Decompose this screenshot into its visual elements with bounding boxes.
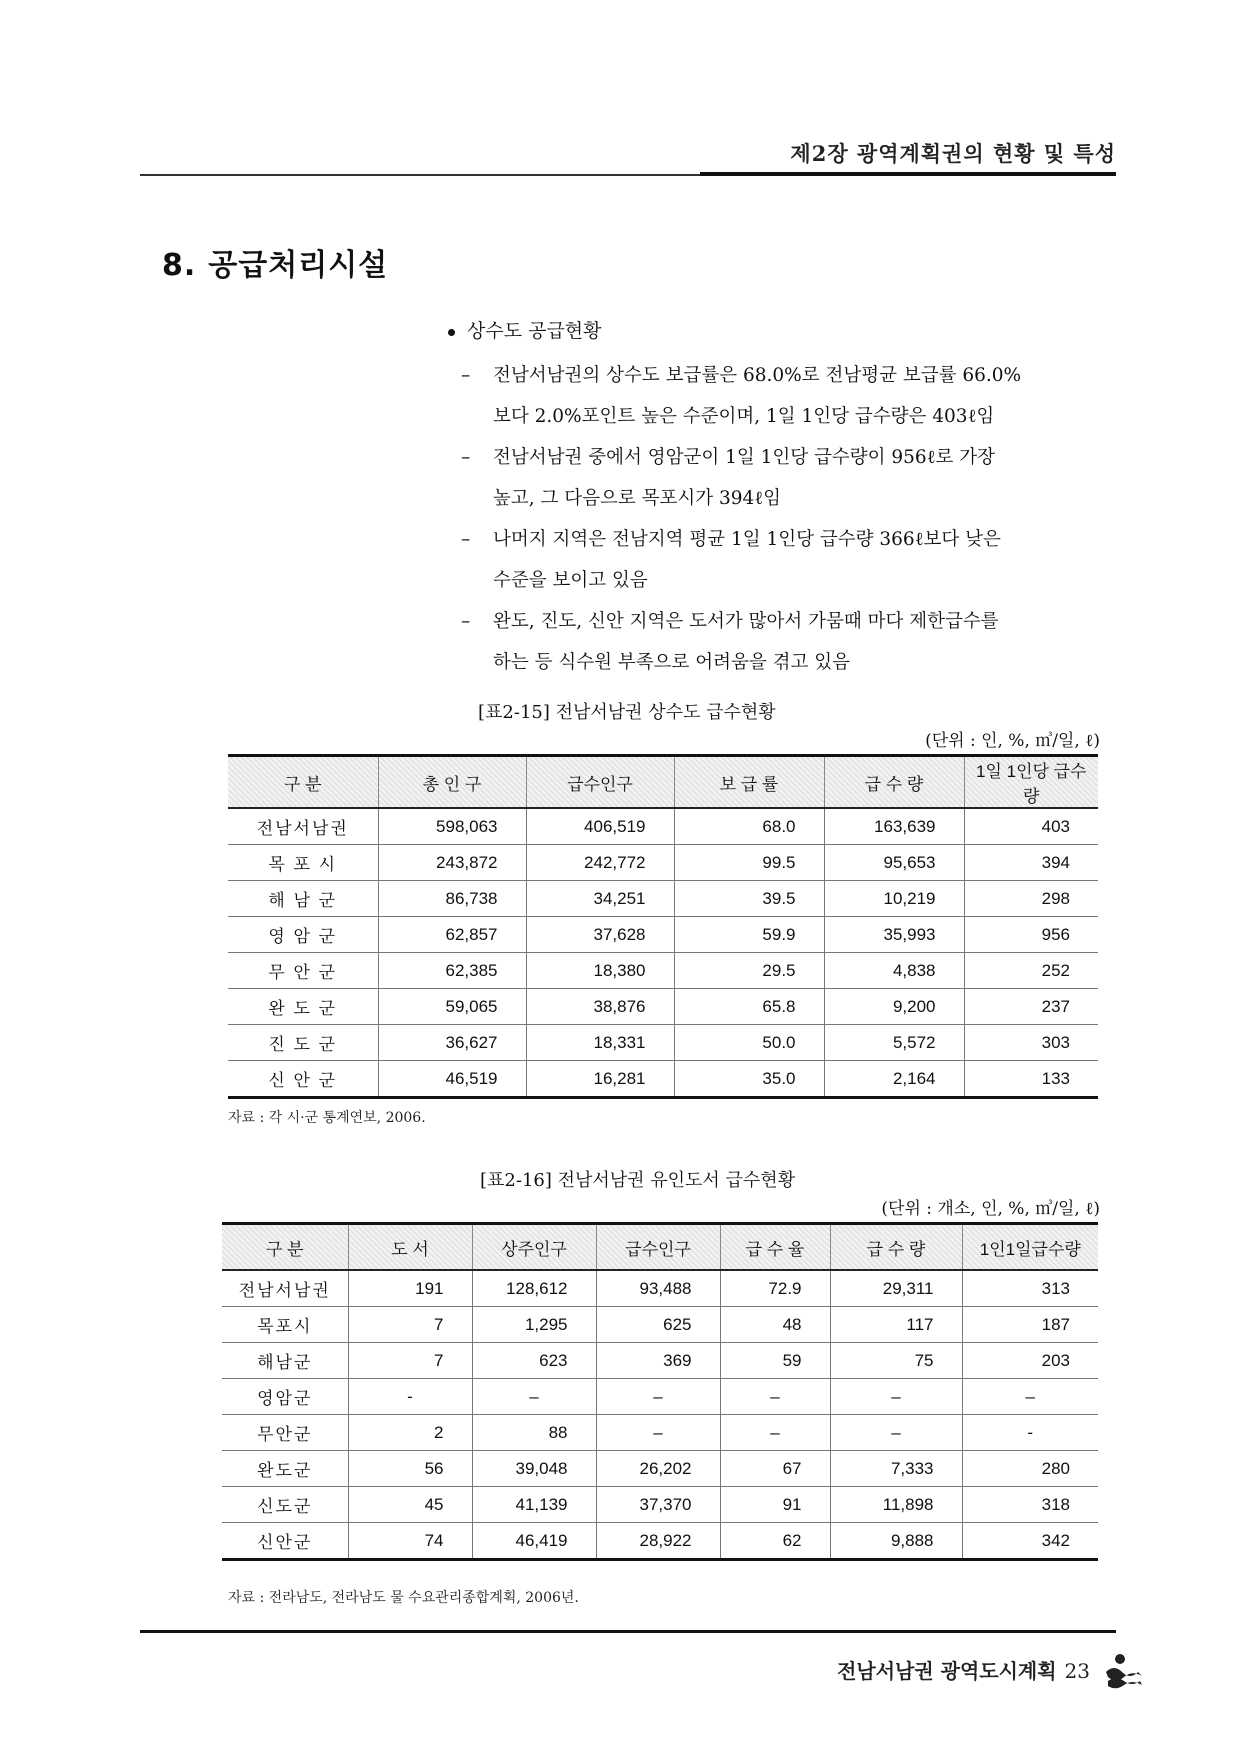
cell-supply-volume: – (830, 1379, 962, 1415)
cell-resident-population: 39,048 (472, 1451, 596, 1487)
cell-total-population: 86,738 (378, 881, 526, 917)
cell-coverage-rate: 50.0 (674, 1025, 824, 1061)
cell-region: 해 남 군 (228, 881, 378, 917)
cell-supply-rate: 67 (720, 1451, 830, 1487)
table-header-row (228, 756, 1098, 809)
cell-total-population: 62,857 (378, 917, 526, 953)
cell-per-capita-supply: 313 (962, 1270, 1098, 1307)
table-row (228, 1025, 1098, 1061)
cell-served-population: 625 (596, 1307, 720, 1343)
table-row (228, 1061, 1098, 1098)
cell-per-capita-supply: – (962, 1379, 1098, 1415)
cell-total-population: 243,872 (378, 845, 526, 881)
cell-per-capita-supply: - (962, 1415, 1098, 1451)
table-header-row (222, 1224, 1098, 1271)
cell-supply-volume: 9,888 (830, 1523, 962, 1560)
body-line: – 전남서남권 중에서 영암군이 1일 1인당 급수량이 956ℓ로 가장 (463, 437, 1113, 478)
table-row (222, 1451, 1098, 1487)
cell-coverage-rate: 35.0 (674, 1061, 824, 1098)
cell-supply-volume: 5,572 (824, 1025, 964, 1061)
column-header-region: 구 분 (228, 756, 378, 809)
column-header-served-population: 급수인구 (596, 1224, 720, 1271)
wave-logo-icon (1104, 1650, 1144, 1690)
cell-supply-volume: 75 (830, 1343, 962, 1379)
cell-region: 완 도 군 (228, 989, 378, 1025)
cell-per-capita-supply: 237 (964, 989, 1098, 1025)
body-line: 높고, 그 다음으로 목포시가 394ℓ임 (493, 488, 782, 509)
cell-served-population: 38,876 (526, 989, 674, 1025)
cell-served-population: 242,772 (526, 845, 674, 881)
table-row (228, 808, 1098, 845)
cell-served-population: 34,251 (526, 881, 674, 917)
cell-served-population: 16,281 (526, 1061, 674, 1098)
cell-resident-population: 1,295 (472, 1307, 596, 1343)
cell-coverage-rate: 99.5 (674, 845, 824, 881)
cell-region: 진 도 군 (228, 1025, 378, 1061)
cell-coverage-rate: 65.8 (674, 989, 824, 1025)
section-number: 8. (162, 248, 197, 283)
cell-islands: 74 (348, 1523, 472, 1560)
cell-resident-population: – (472, 1379, 596, 1415)
cell-supply-volume: 10,219 (824, 881, 964, 917)
cell-served-population: 26,202 (596, 1451, 720, 1487)
cell-per-capita-supply: 394 (964, 845, 1098, 881)
cell-region: 신안군 (222, 1523, 348, 1560)
cell-served-population: – (596, 1415, 720, 1451)
footer (837, 1655, 1090, 1684)
table-row (228, 953, 1098, 989)
cell-region: 영암군 (222, 1379, 348, 1415)
cell-supply-volume: 95,653 (824, 845, 964, 881)
cell-per-capita-supply: 403 (964, 808, 1098, 845)
table2-source: 자료 : 전라남도, 전라남도 물 수요관리종합계획, 2006년. (228, 1590, 579, 1606)
cell-supply-volume: 7,333 (830, 1451, 962, 1487)
cell-served-population: 406,519 (526, 808, 674, 845)
cell-served-population: 37,370 (596, 1487, 720, 1523)
cell-supply-rate: – (720, 1379, 830, 1415)
cell-total-population: 62,385 (378, 953, 526, 989)
cell-islands: 7 (348, 1307, 472, 1343)
column-header-per-capita-supply: 1인1일급수량 (962, 1224, 1098, 1271)
cell-served-population: – (596, 1379, 720, 1415)
cell-islands: 7 (348, 1343, 472, 1379)
cell-region: 영 암 군 (228, 917, 378, 953)
bullet-heading (448, 316, 602, 343)
cell-per-capita-supply: 303 (964, 1025, 1098, 1061)
column-header-supply-rate: 급 수 율 (720, 1224, 830, 1271)
cell-region: 목 포 시 (228, 845, 378, 881)
footer-rule (140, 1630, 1116, 1633)
cell-resident-population: 46,419 (472, 1523, 596, 1560)
cell-resident-population: 128,612 (472, 1270, 596, 1307)
cell-per-capita-supply: 203 (962, 1343, 1098, 1379)
cell-served-population: 18,331 (526, 1025, 674, 1061)
cell-total-population: 36,627 (378, 1025, 526, 1061)
table-row (222, 1415, 1098, 1451)
cell-supply-volume: 117 (830, 1307, 962, 1343)
cell-per-capita-supply: 318 (962, 1487, 1098, 1523)
section-title-text: 공급처리시설 (208, 248, 389, 283)
body-line: 보다 2.0%포인트 높은 수준이며, 1일 1인당 급수량은 403ℓ임 (493, 406, 995, 427)
cell-islands: - (348, 1379, 472, 1415)
body-text (463, 355, 1113, 683)
cell-per-capita-supply: 956 (964, 917, 1098, 953)
cell-served-population: 93,488 (596, 1270, 720, 1307)
cell-coverage-rate: 39.5 (674, 881, 824, 917)
column-header-region: 구 분 (222, 1224, 348, 1271)
column-header-total-population: 총 인 구 (378, 756, 526, 809)
chapter-header: 제2장 광역계획권의 현황 및 특성 (790, 141, 1116, 166)
cell-served-population: 369 (596, 1343, 720, 1379)
body-line: 하는 등 식수원 부족으로 어려움을 겪고 있음 (493, 652, 850, 673)
cell-region: 목포시 (222, 1307, 348, 1343)
cell-region: 전남서남권 (228, 808, 378, 845)
cell-supply-rate: 72.9 (720, 1270, 830, 1307)
cell-served-population: 37,628 (526, 917, 674, 953)
cell-region: 완도군 (222, 1451, 348, 1487)
cell-region: 무안군 (222, 1415, 348, 1451)
cell-islands: 45 (348, 1487, 472, 1523)
cell-served-population: 18,380 (526, 953, 674, 989)
cell-total-population: 46,519 (378, 1061, 526, 1098)
header-rule-accent (700, 172, 1116, 176)
cell-supply-volume: 35,993 (824, 917, 964, 953)
cell-resident-population: 623 (472, 1343, 596, 1379)
table-row (222, 1379, 1098, 1415)
table-row (222, 1487, 1098, 1523)
cell-total-population: 59,065 (378, 989, 526, 1025)
table1-unit: (단위 : 인, %, ㎥/일, ℓ) (925, 731, 1100, 751)
water-supply-table (228, 754, 1098, 1099)
cell-per-capita-supply: 252 (964, 953, 1098, 989)
cell-supply-rate: 62 (720, 1523, 830, 1560)
column-header-islands: 도 서 (348, 1224, 472, 1271)
cell-per-capita-supply: 187 (962, 1307, 1098, 1343)
cell-per-capita-supply: 298 (964, 881, 1098, 917)
table-row (228, 881, 1098, 917)
table2-unit: (단위 : 개소, 인, %, ㎥/일, ℓ) (881, 1199, 1100, 1219)
table-row (222, 1307, 1098, 1343)
cell-per-capita-supply: 342 (962, 1523, 1098, 1560)
table-row (222, 1523, 1098, 1560)
column-header-per-capita-supply: 1일 1인당 급수량 (964, 756, 1098, 809)
cell-coverage-rate: 68.0 (674, 808, 824, 845)
table-row (228, 917, 1098, 953)
cell-coverage-rate: 29.5 (674, 953, 824, 989)
cell-region: 신 안 군 (228, 1061, 378, 1098)
table1-source: 자료 : 각 시·군 통계연보, 2006. (228, 1110, 426, 1126)
cell-islands: 2 (348, 1415, 472, 1451)
cell-region: 신도군 (222, 1487, 348, 1523)
table-row (228, 845, 1098, 881)
page-number: 23 (1064, 1659, 1090, 1683)
cell-supply-rate: 48 (720, 1307, 830, 1343)
column-header-coverage-rate: 보 급 률 (674, 756, 824, 809)
island-water-supply-table (222, 1222, 1098, 1561)
cell-supply-rate: 59 (720, 1343, 830, 1379)
cell-coverage-rate: 59.9 (674, 917, 824, 953)
cell-per-capita-supply: 280 (962, 1451, 1098, 1487)
cell-total-population: 598,063 (378, 808, 526, 845)
cell-islands: 191 (348, 1270, 472, 1307)
column-header-supply-volume: 급 수 량 (824, 756, 964, 809)
body-line: – 완도, 진도, 신안 지역은 도서가 많아서 가뭄때 마다 제한급수를 (463, 601, 1113, 642)
column-header-resident-population: 상주인구 (472, 1224, 596, 1271)
cell-region: 해남군 (222, 1343, 348, 1379)
body-line: – 전남서남권의 상수도 보급률은 68.0%로 전남평균 보급률 66.0% (463, 355, 1113, 396)
bullet-heading-text: 상수도 공급현황 (467, 320, 602, 342)
cell-supply-volume: – (830, 1415, 962, 1451)
table-row (222, 1270, 1098, 1307)
section-title (162, 240, 400, 284)
cell-supply-volume: 163,639 (824, 808, 964, 845)
body-line: – 나머지 지역은 전남지역 평균 1일 1인당 급수량 366ℓ보다 낮은 (463, 519, 1113, 560)
cell-supply-rate: 91 (720, 1487, 830, 1523)
cell-supply-volume: 2,164 (824, 1061, 964, 1098)
cell-islands: 56 (348, 1451, 472, 1487)
cell-resident-population: 88 (472, 1415, 596, 1451)
table-row (222, 1343, 1098, 1379)
cell-per-capita-supply: 133 (964, 1061, 1098, 1098)
table-row (228, 989, 1098, 1025)
cell-supply-rate: – (720, 1415, 830, 1451)
cell-region: 무 안 군 (228, 953, 378, 989)
cell-supply-volume: 11,898 (830, 1487, 962, 1523)
body-line: 수준을 보이고 있음 (493, 570, 648, 591)
cell-supply-volume: 29,311 (830, 1270, 962, 1307)
column-header-served-population: 급수인구 (526, 756, 674, 809)
column-header-supply-volume: 급 수 량 (830, 1224, 962, 1271)
footer-title: 전남서남권 광역도시계획 (837, 1659, 1057, 1683)
cell-region: 전남서남권 (222, 1270, 348, 1307)
bullet-dot-icon (448, 329, 455, 336)
cell-resident-population: 41,139 (472, 1487, 596, 1523)
cell-supply-volume: 4,838 (824, 953, 964, 989)
cell-supply-volume: 9,200 (824, 989, 964, 1025)
table1-caption: [표2-15] 전남서남권 상수도 급수현황 (478, 702, 776, 723)
cell-served-population: 28,922 (596, 1523, 720, 1560)
table2-caption: [표2-16] 전남서남권 유인도서 급수현황 (480, 1170, 796, 1191)
